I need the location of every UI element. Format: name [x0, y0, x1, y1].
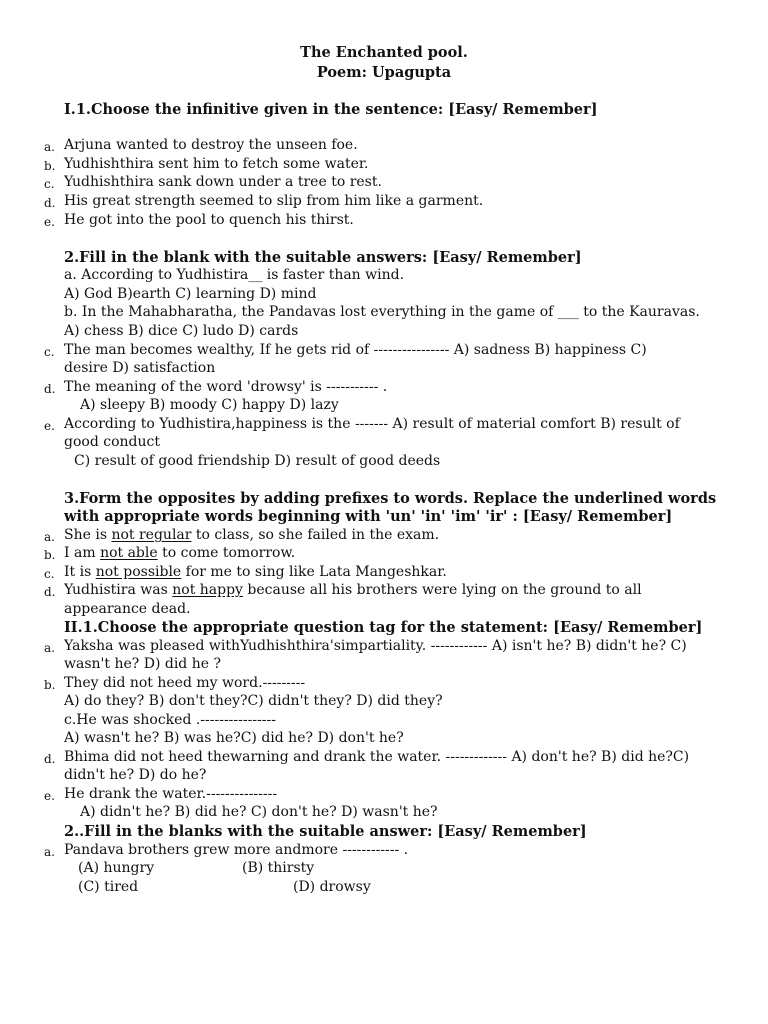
- question-text: Pandava brothers grew more andmore ------------ .: [64, 842, 409, 858]
- question-text: Bhima did not heed thewarning and drank the water. ------------- A) don't he? B) did he?C): [64, 749, 690, 765]
- list-item-continued: appearance dead.: [64, 601, 191, 617]
- list-marker: e.: [44, 215, 55, 229]
- answer-options: A) didn't he? B) did he? C) don't he? D) wasn't he?: [80, 804, 438, 820]
- list-item: Yudhishthira sent him to fetch some water.: [64, 156, 369, 172]
- list-item: I am not able to come tomorrow.: [64, 545, 296, 561]
- answer-options: A) sleepy B) moody C) happy D) lazy: [80, 397, 339, 413]
- list-marker: b.: [44, 548, 56, 562]
- list-marker: c.: [44, 345, 55, 359]
- list-marker: a.: [44, 140, 55, 154]
- question-text-continued: desire D) satisfaction: [64, 360, 216, 376]
- question-text-continued: wasn't he? D) did he ?: [64, 656, 221, 672]
- answer-option-c: (C) tired: [78, 879, 139, 895]
- question-text: Yaksha was pleased withYudhishthira'simpartiality. ------------ A) isn't he? B) didn't he? C): [64, 638, 687, 654]
- section-4-heading: II.1.Choose the appropriate question tag for the statement: [Easy/ Remember]: [64, 619, 703, 636]
- question-text: According to Yudhistira,happiness is the ------- A) result of material comfort B) result of: [64, 416, 680, 432]
- section-5-heading: 2..Fill in the blanks with the suitable answer: [Easy/ Remember]: [64, 823, 587, 840]
- answer-options: A) wasn't he? B) was he?C) did he? D) don't he?: [64, 730, 404, 746]
- answer-options: A) chess B) dice C) ludo D) cards: [64, 323, 299, 339]
- list-marker: a.: [44, 641, 55, 655]
- list-item: His great strength seemed to slip from him like a garment.: [64, 193, 484, 209]
- list-marker: a.: [44, 530, 55, 544]
- list-marker: d.: [44, 752, 56, 766]
- question-text: The meaning of the word 'drowsy' is ----------- .: [64, 379, 388, 395]
- list-marker: b.: [44, 678, 56, 692]
- document-title: The Enchanted pool.: [300, 44, 468, 61]
- list-item: Yudhishthira sank down under a tree to rest.: [64, 174, 382, 190]
- section-3-heading-continued: with appropriate words beginning with 'un' 'in' 'im' 'ir' : [Easy/ Remember]: [64, 508, 673, 525]
- answer-option-d: (D) drowsy: [293, 879, 371, 895]
- section-3-heading: 3.Form the opposites by adding prefixes to words. Replace the underlined words: [64, 490, 717, 507]
- question-text-continued: didn't he? D) do he?: [64, 767, 207, 783]
- question-text: They did not heed my word.---------: [64, 675, 306, 691]
- list-marker: d.: [44, 196, 56, 210]
- list-marker: d.: [44, 382, 56, 396]
- answer-options: C) result of good friendship D) result of good deeds: [74, 453, 441, 469]
- underlined-phrase: not possible: [95, 564, 182, 580]
- list-item: It is not possible for me to sing like Lata Mangeshkar.: [64, 564, 447, 580]
- list-marker: c.: [44, 567, 55, 581]
- question-text: He drank the water.---------------: [64, 786, 278, 802]
- list-marker: e.: [44, 789, 55, 803]
- answer-option-b: (B) thirsty: [242, 860, 315, 876]
- list-item: Yudhistira was not happy because all his brothers were lying on the ground to all: [64, 582, 642, 598]
- question-text: a. According to Yudhistira__ is faster than wind.: [64, 267, 405, 283]
- document-subtitle: Poem: Upagupta: [316, 64, 452, 81]
- list-marker: c.: [44, 177, 55, 191]
- underlined-phrase: not happy: [172, 582, 243, 598]
- underlined-phrase: not able: [100, 545, 158, 561]
- list-marker: d.: [44, 585, 56, 599]
- list-marker: a.: [44, 845, 55, 859]
- list-item: He got into the pool to quench his thirst.: [64, 212, 354, 228]
- list-marker: e.: [44, 419, 55, 433]
- answer-options: A) God B)earth C) learning D) mind: [64, 286, 317, 302]
- question-text: b. In the Mahabharatha, the Pandavas lost everything in the game of ___ to the Kauravas.: [64, 304, 700, 320]
- list-marker: b.: [44, 159, 56, 173]
- question-text: c.He was shocked .----------------: [64, 712, 276, 728]
- list-item: Arjuna wanted to destroy the unseen foe.: [64, 137, 358, 153]
- list-item: She is not regular to class, so she failed in the exam.: [64, 527, 440, 543]
- answer-options: A) do they? B) don't they?C) didn't they? D) did they?: [64, 693, 443, 709]
- question-text: The man becomes wealthy, If he gets rid of ---------------- A) sadness B) happiness C): [64, 342, 647, 358]
- underlined-phrase: not regular: [111, 527, 192, 543]
- section-2-heading: 2.Fill in the blank with the suitable answers: [Easy/ Remember]: [64, 249, 582, 266]
- answer-option-a: (A) hungry: [78, 860, 155, 876]
- question-text-continued: good conduct: [64, 434, 160, 450]
- section-1-heading: I.1.Choose the infinitive given in the sentence: [Easy/ Remember]: [64, 101, 598, 118]
